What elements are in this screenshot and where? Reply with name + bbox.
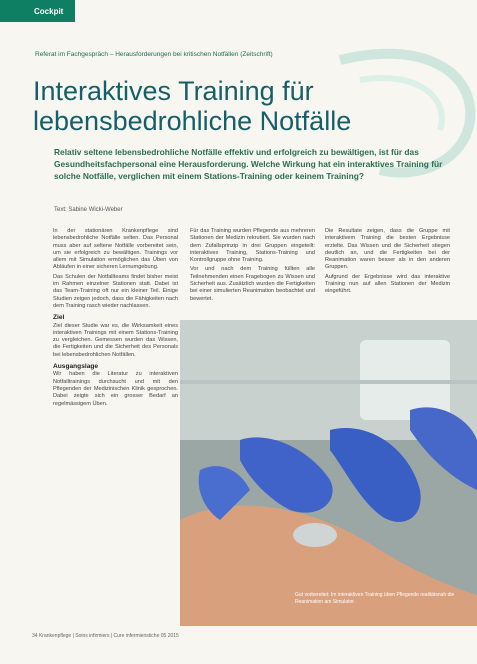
article-title xyxy=(33,76,443,136)
text-column-1 xyxy=(53,228,178,410)
paragraph: Die Resultate zeigen, dass die Gruppe mit interaktivem Training die besten Ergebnisse erzielte. Das Wissen und die Sicherheit stiegen deutlich an, und die Fertigkeiten bei der Reanimation waren besser als in den anderen Gruppen. xyxy=(325,228,450,271)
paragraph: Ziel dieser Studie war es, die Wirksamkeit eines interaktiven Trainings mit einem Stations-Training zu vergleichen. Gemessen wurden das Wissen, die Fertigkeiten und die Sicherheit des Personals bei lebensbedrohlichen Notfällen. xyxy=(53,322,178,358)
text-column-3 xyxy=(325,228,450,298)
paragraph: Aufgrund der Ergebnisse wird das interaktive Training nun auf allen Stationen der Medizin eingeführt. xyxy=(325,273,450,295)
paragraph: Wir haben die Literatur zu interaktiven Notfalltrainings durchsucht und mit den Pflegenden der Medizinischen Klinik gesprochen. Dabei zeigte sich ein grosser Bedarf an regelmässigem Üben. xyxy=(53,371,178,407)
paragraph: In der stationären Krankenpflege sind lebensbedrohliche Notfälle selten. Das Personal muss aber auf seltene Notfälle vorbereitet sein, um sie erfolgreich zu bewältigen. Trainings vor allem mit Simulation ermöglichen das Üben von Abläufen in einer sicheren Lernumgebung. xyxy=(53,228,178,271)
topline: Referat im Fachgespräch – Herausforderungen bei kritischen Notfällen (Zeitschrift) xyxy=(35,51,273,58)
paragraph: Vor und nach dem Training füllten alle Teilnehmenden einen Fragebogen zu Wissen und Sicherheit aus. Zusätzlich wurden die Fertigkeiten bei einer simulierten Reanimation beobachtet und bewertet. xyxy=(190,266,315,302)
subheading-ziel: Ziel xyxy=(53,314,65,322)
title-line-1: Interaktives Training für xyxy=(33,76,314,106)
section-tag: Cockpit xyxy=(0,0,75,22)
article-lead: Relativ seltene lebensbedrohliche Notfälle effektiv und erfolgreich zu bewältigen, ist für das Gesundheitsfachpersonal eine Herausforderung. Welche Wirkung hat ein interaktives Training für solche Notfälle, verglichen mit einem Stations-Training oder keinem Training? xyxy=(54,147,443,181)
title-line-2: lebensbedrohliche Notfälle xyxy=(33,106,352,136)
paragraph: Das Schulen der Notfallteams findet bisher meist im Rahmen einzelner Stationen statt. Dabei ist das Team-Training oft nur ein kleiner Teil. Einige Studien zeigen jedoch, dass die Fähigkeiten nach dem Training rasch wieder nachlassen. xyxy=(53,273,178,309)
text-column-2 xyxy=(190,228,315,305)
photo-caption: Gut vorbereitet: Im interaktiven Training üben Pflegende realitätsnah die Reanimation am Simulator. xyxy=(295,592,455,605)
subheading-ausgangslage: Ausgangslage xyxy=(53,363,99,371)
author-line: Text: Sabine Wicki-Weber xyxy=(54,207,123,213)
paragraph: Für das Training wurden Pflegende aus mehreren Stationen der Medizin rekrutiert. Sie wurden nach dem Zufallsprinzip in drei Gruppen eingeteilt: interaktives Training, Stations-Training und Kontrollgruppe ohne Training. xyxy=(190,228,315,264)
page-footer: 34 Krankenpflege | Soins infirmiers | Cure infermieristiche 05 2015 xyxy=(32,633,179,639)
training-photo xyxy=(180,320,477,626)
